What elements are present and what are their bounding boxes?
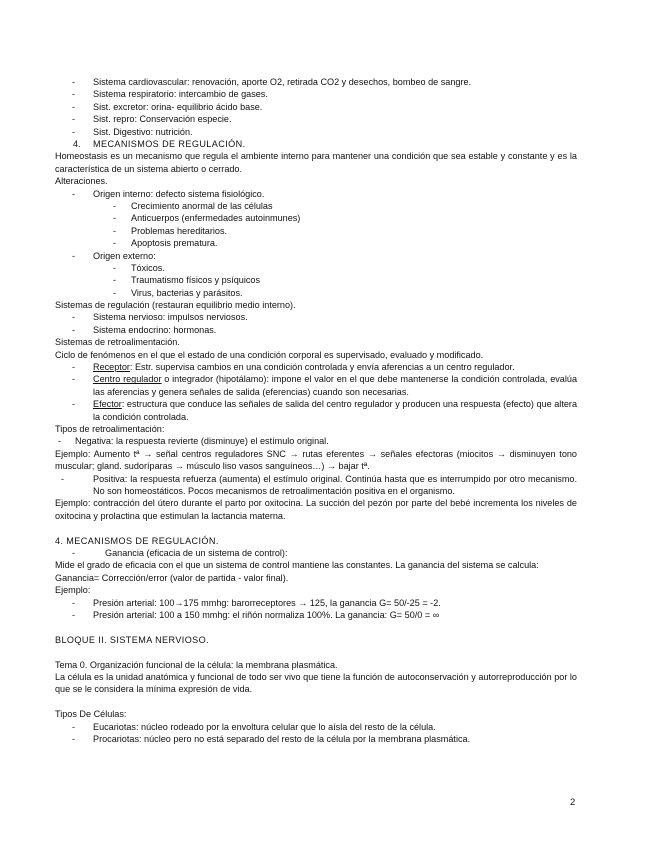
list-item [55,311,577,323]
list-item [55,609,577,621]
paragraph: Ejemplo: [55,585,91,596]
text: Crecimiento anormal de las células [131,200,273,211]
list-item [55,733,577,745]
list-item [55,435,577,447]
text: Apoptosis prematura. [131,238,218,249]
text: Ganancia (eficacia de un sistema de control): [105,548,288,559]
list-item [55,225,577,237]
text: Sistema cardiovascular: renovación, aporte O2, retirada CO2 y desechos, bombeo de sangre. [93,77,472,87]
list-item [55,262,577,274]
paragraph: Ejemplo: Aumento tª → señal centros reguladores SNC → rutas eferentes → señales efectoras (miocitos → disminuyen tono muscular; gland. sudoríparas → músculo liso vasos sanguíneos…) → bajar tª. [55,448,577,472]
text: Problemas hereditarios. [131,225,228,236]
text: Presión arterial: 100 a 150 mmhg: el riñón normaliza 100%. La ganancia: G= 50/0 = ∞ [93,609,440,620]
section-heading: BLOQUE II. SISTEMA NERVIOSO. [55,634,210,645]
document-page [55,76,577,745]
paragraph: Tipos De Células: [55,709,127,720]
text: Origen externo: [93,250,156,261]
term: Centro regulador [93,374,162,385]
term: Efector [93,399,122,410]
term: Receptor [93,362,130,373]
list-item [55,126,577,138]
paragraph: Sistemas de retroalimentación. [55,337,180,348]
paragraph: Ejemplo: contracción del útero durante el parto por oxitocina. La succión del pezón por parte del bebé incrementa los niveles de oxitocina y prolactina que estimulan la lactancia materna. [55,498,577,521]
text: Origen interno: defecto sistema fisiológico. [93,188,265,199]
list-item [55,547,577,559]
text: o integrador (hipotálamo): impone el valor en el que debe mantenerse la condición controlada, evalúa las aferencias y genera señales de salida (eferencias) cuando son necesarias. [93,374,577,397]
list-item [55,188,577,200]
page-number: 2 [570,797,576,808]
list-item [55,88,577,100]
list-item [55,274,577,286]
text: MECANISMOS DE REGULACIÓN. [93,138,246,149]
text: Virus, bacterias y parásitos. [131,287,243,298]
text: Positiva: la respuesta refuerza (aumenta) el estímulo original. Continúa hasta que es interrumpido por otro mecanismo. No son homeostáticos. Pocos mecanismos de retroalimentación positiva en el organismo. [93,473,577,497]
list-item [55,324,577,336]
text: Sistema respiratorio: intercambio de gases. [93,89,268,100]
list-item [55,398,577,423]
paragraph: Ciclo de fenómenos en el que el estado de una condición corporal es supervisado, evaluado y modificado. [55,349,484,360]
list-item [55,237,577,249]
list-item [55,113,577,125]
text: Sist. repro: Conservación especie. [93,114,232,125]
text: Presión arterial: 100→175 mmhg: barorreceptores → 125, la ganancia G= 50/-25 = -2. [93,597,441,608]
list-item [55,287,577,299]
text: Procariotas: núcleo pero no está separado del resto de la célula por la membrana plasmática. [93,733,471,744]
text: Sist. Digestivo: nutrición. [93,126,193,137]
paragraph: Sistemas de regulación (restauran equilibrio medio interno). [55,300,296,311]
paragraph: Homeostasis es un mecanismo que regula el ambiente interno para mantener una condición que sea estable y constante y es la característica de un sistema abierto o cerrado. [55,151,577,174]
text: Sist. excretor: orina- equilibrio ácido base. [93,101,263,112]
topic-heading: Tema 0. Organización funcional de la célula: la membrana plasmática. [55,659,338,670]
section-heading [55,138,577,150]
paragraph: Ganancia= Corrección/error (valor de partida - valor final). [55,572,289,583]
paragraph: Mide el grado de eficacia con el que un sistema de control mantiene las constantes. La ganancia del sistema se calcula: [55,560,539,571]
list-item [55,76,577,88]
list-item [55,212,577,224]
list-item [55,721,577,733]
text: Sistema endocrino: hormonas. [93,324,217,335]
text: Sistema nervioso: impulsos nerviosos. [93,312,248,323]
text: Tóxicos. [131,262,165,273]
text: Traumatismo físicos y psíquicos [131,275,261,286]
paragraph: Alteraciones. [55,176,108,187]
section-heading: 4. MECANISMOS DE REGULACIÓN. [55,535,219,546]
list-item [55,250,577,262]
text: Anticuerpos (enfermedades autoinmunes) [131,213,301,224]
text: : estructura que conduce las señales de salida del centro regulador y producen una respuesta (efecto) que altera la condición controlada. [93,399,577,422]
text: Negativa: la respuesta revierte (disminuye) el estímulo original. [75,436,329,447]
list-item [55,200,577,212]
list-item [55,373,577,398]
text: Eucariotas: núcleo rodeado por la envoltura celular que lo aísla del resto de la célula. [93,721,436,732]
list-item [55,361,577,373]
paragraph: Tipos de retroalimentación: [55,424,165,435]
list-item [55,597,577,609]
paragraph: La célula es la unidad anatómica y funcional de todo ser vivo que tiene la función de autoconservación y autorreproducción por lo que se le considera la mínima expresión de vida. [55,671,577,695]
list-item [55,473,577,498]
text: : Estr. supervisa cambios en una condición controlada y envía aferencias a un centro regulador. [129,362,515,373]
list-item [55,101,577,113]
